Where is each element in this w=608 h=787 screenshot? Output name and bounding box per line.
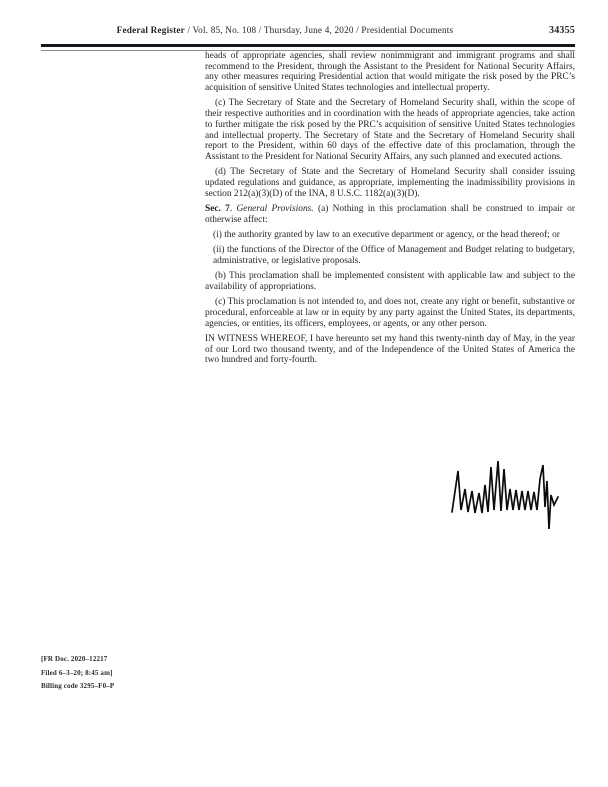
paragraph-sec7-c: (c) This proclamation is not intended to, and does not, create any right or benefit, substantive or procedural, enforceable at law or in equity by any party against the United States, its departments, agencies, or entities, its officers, employees, or agents, or any other person.	[205, 297, 575, 329]
section-number: Sec. 7	[205, 203, 230, 214]
page-number: 34355	[549, 25, 575, 36]
list-item-i: (i) the authority granted by law to an executive department or agency, or the head thereof; or	[213, 229, 560, 240]
fr-doc-number: [FR Doc. 2020–12217	[41, 655, 108, 663]
list-item-ii: (ii) the functions of the Director of the Office of Management and Budget relating to budgetary, administrative, or legislative proposals.	[213, 245, 575, 266]
paragraph-continuation: heads of appropriate agencies, shall review nonimmigrant and immigrant programs and shall recommend to the President, through the Assistant to the President for National Security Affairs, any other measures requiring Presidential action that would mitigate the risk posed by the PRC’s acquisition of sensitive United States technologies and intellectual property.	[205, 51, 575, 94]
issue-info: / Vol. 85, No. 108 / Thursday, June 4, 2020 / Presidential Documents	[184, 25, 454, 35]
page-header	[41, 25, 575, 39]
paragraph-sec6-c: (c) The Secretary of State and the Secretary of Homeland Security shall, within the scope of their respective authorities and in coordination with the heads of appropriate agencies, take action to further mitigate the risk posed by the PRC’s acquisition of sensitive United States technologies and intellectual property. The Secretary of State and the Secretary of Homeland Security shall report to the President, within 60 days of the effective date of this proclamation, through the Assistant to the President for National Security Affairs, any such planned and executed actions.	[205, 98, 575, 162]
document-body	[205, 51, 575, 371]
paragraph-sec7-heading	[205, 204, 575, 225]
section-separator: .	[229, 203, 237, 214]
paragraph-sec6-d: (d) The Secretary of State and the Secretary of Homeland Security shall consider issuing updated regulations and guidance, as appropriate, implementing the inadmissibility provisions in section 212(a)(3)(D) of the INA, 8 U.S.C. 1182(a)(3)(D).	[205, 167, 575, 199]
filed-line: Filed 6–3–20; 8:45 am]	[41, 668, 113, 677]
fr-doc-note	[41, 653, 114, 694]
section-text: (a) Nothing in this proclamation shall be construed to impair or otherwise affect:	[205, 203, 575, 225]
journal-title: Federal Register	[116, 25, 185, 35]
paragraph-witness: IN WITNESS WHEREOF, I have hereunto set my hand this twenty-ninth day of May, in the year of our Lord two thousand twenty, and of the Independence of the United States of America the two hundred and forty-fourth.	[205, 333, 575, 366]
signature-icon	[448, 455, 574, 535]
header-rule-thick	[41, 44, 575, 47]
paragraph-sec7-b: (b) This proclamation shall be implemented consistent with applicable law and subject to the availability of appropriations.	[205, 271, 575, 292]
billing-code: Billing code 3295–F0–P	[41, 682, 115, 691]
presidential-signature	[448, 455, 574, 535]
header-title-line	[41, 25, 529, 35]
section-title: General Provisions.	[236, 203, 314, 214]
